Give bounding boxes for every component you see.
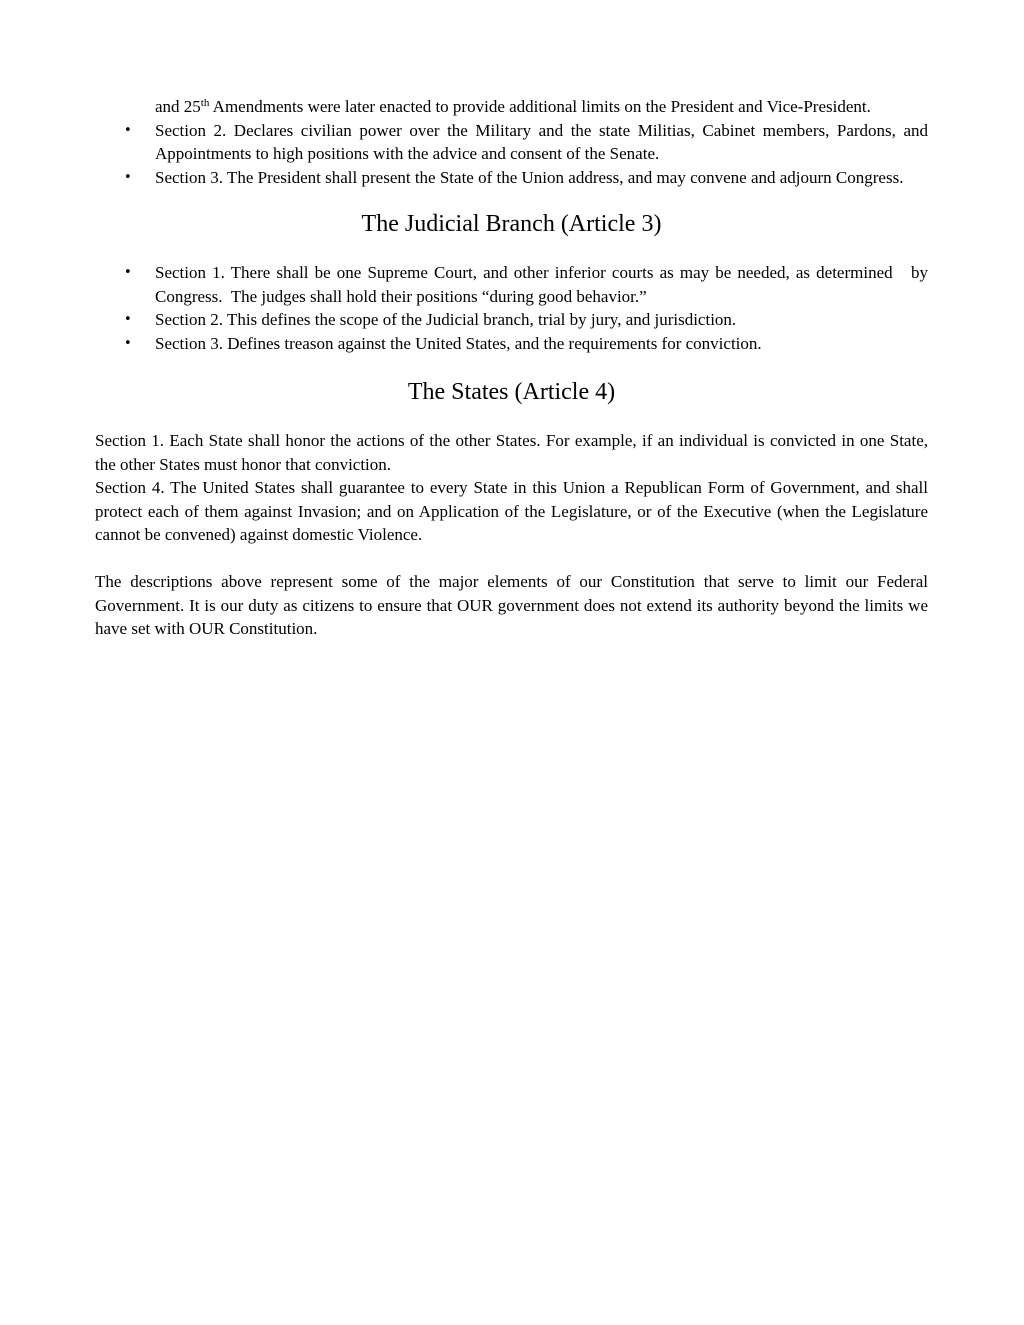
executive-sections-list: [95, 119, 928, 190]
document-page: [95, 95, 933, 641]
amendments-continuation: [155, 95, 928, 119]
bullet-icon: •: [124, 312, 132, 327]
list-item: [124, 332, 928, 356]
bullet-icon: •: [124, 169, 132, 185]
executive-section-3: Section 3. The President shall present the State of the Union address, and may convene and adjourn Congress.: [155, 167, 904, 187]
judicial-sections-list: [95, 261, 933, 355]
list-item: [124, 166, 928, 190]
judicial-section-2: Section 2. This defines the scope of the Judicial branch, trial by jury, and jurisdiction.: [155, 310, 737, 329]
bullet-icon: •: [124, 265, 132, 280]
judicial-section-3: Section 3. Defines treason against the United States, and the requirements for conviction.: [155, 333, 762, 353]
executive-section-2: Section 2. Declares civilian power over the Military and the state Militias, Cabinet members, Pardons, and Appointments to high positions with the advice and consent of the Senate.: [155, 120, 928, 163]
list-item: [124, 308, 928, 332]
list-item: [124, 261, 933, 308]
list-item: [124, 119, 928, 166]
bullet-icon: •: [124, 335, 132, 351]
amendments-rest: Amendments were later enacted to provide additional limits on the President and Vice-President.: [209, 97, 871, 116]
states-heading: The States (Article 4): [407, 379, 616, 405]
paragraph-spacer: [95, 547, 928, 571]
states-section-4: Section 4. The United States shall guarantee to every State in this Union a Republican Form of Government, and shall protect each of them against Invasion; and on Application of the Legislature, or of the Executive (when the Legislature cannot be convened) against domestic Violence.: [95, 478, 928, 544]
conclusion-paragraph: The descriptions above represent some of the major elements of our Constitution that serve to limit our Federal Government. It is our duty as citizens to ensure that OUR government does not extend its authority beyond the limits we have set with OUR Constitution.: [95, 572, 928, 638]
judicial-heading: The Judicial Branch (Article 3): [361, 211, 662, 237]
judicial-section-1: Section 1. There shall be one Supreme Court, and other inferior courts as may be needed, as determined by Congress. The judges shall hold their positions “during good behavior.”: [155, 263, 933, 306]
amendments-lead: and 25: [155, 97, 201, 116]
states-section-1: Section 1. Each State shall honor the actions of the other States. For example, if an individual is convicted in one State, the other States must honor that conviction.: [95, 431, 928, 474]
ordinal-superscript: th: [200, 97, 210, 109]
bullet-icon: •: [124, 122, 132, 138]
